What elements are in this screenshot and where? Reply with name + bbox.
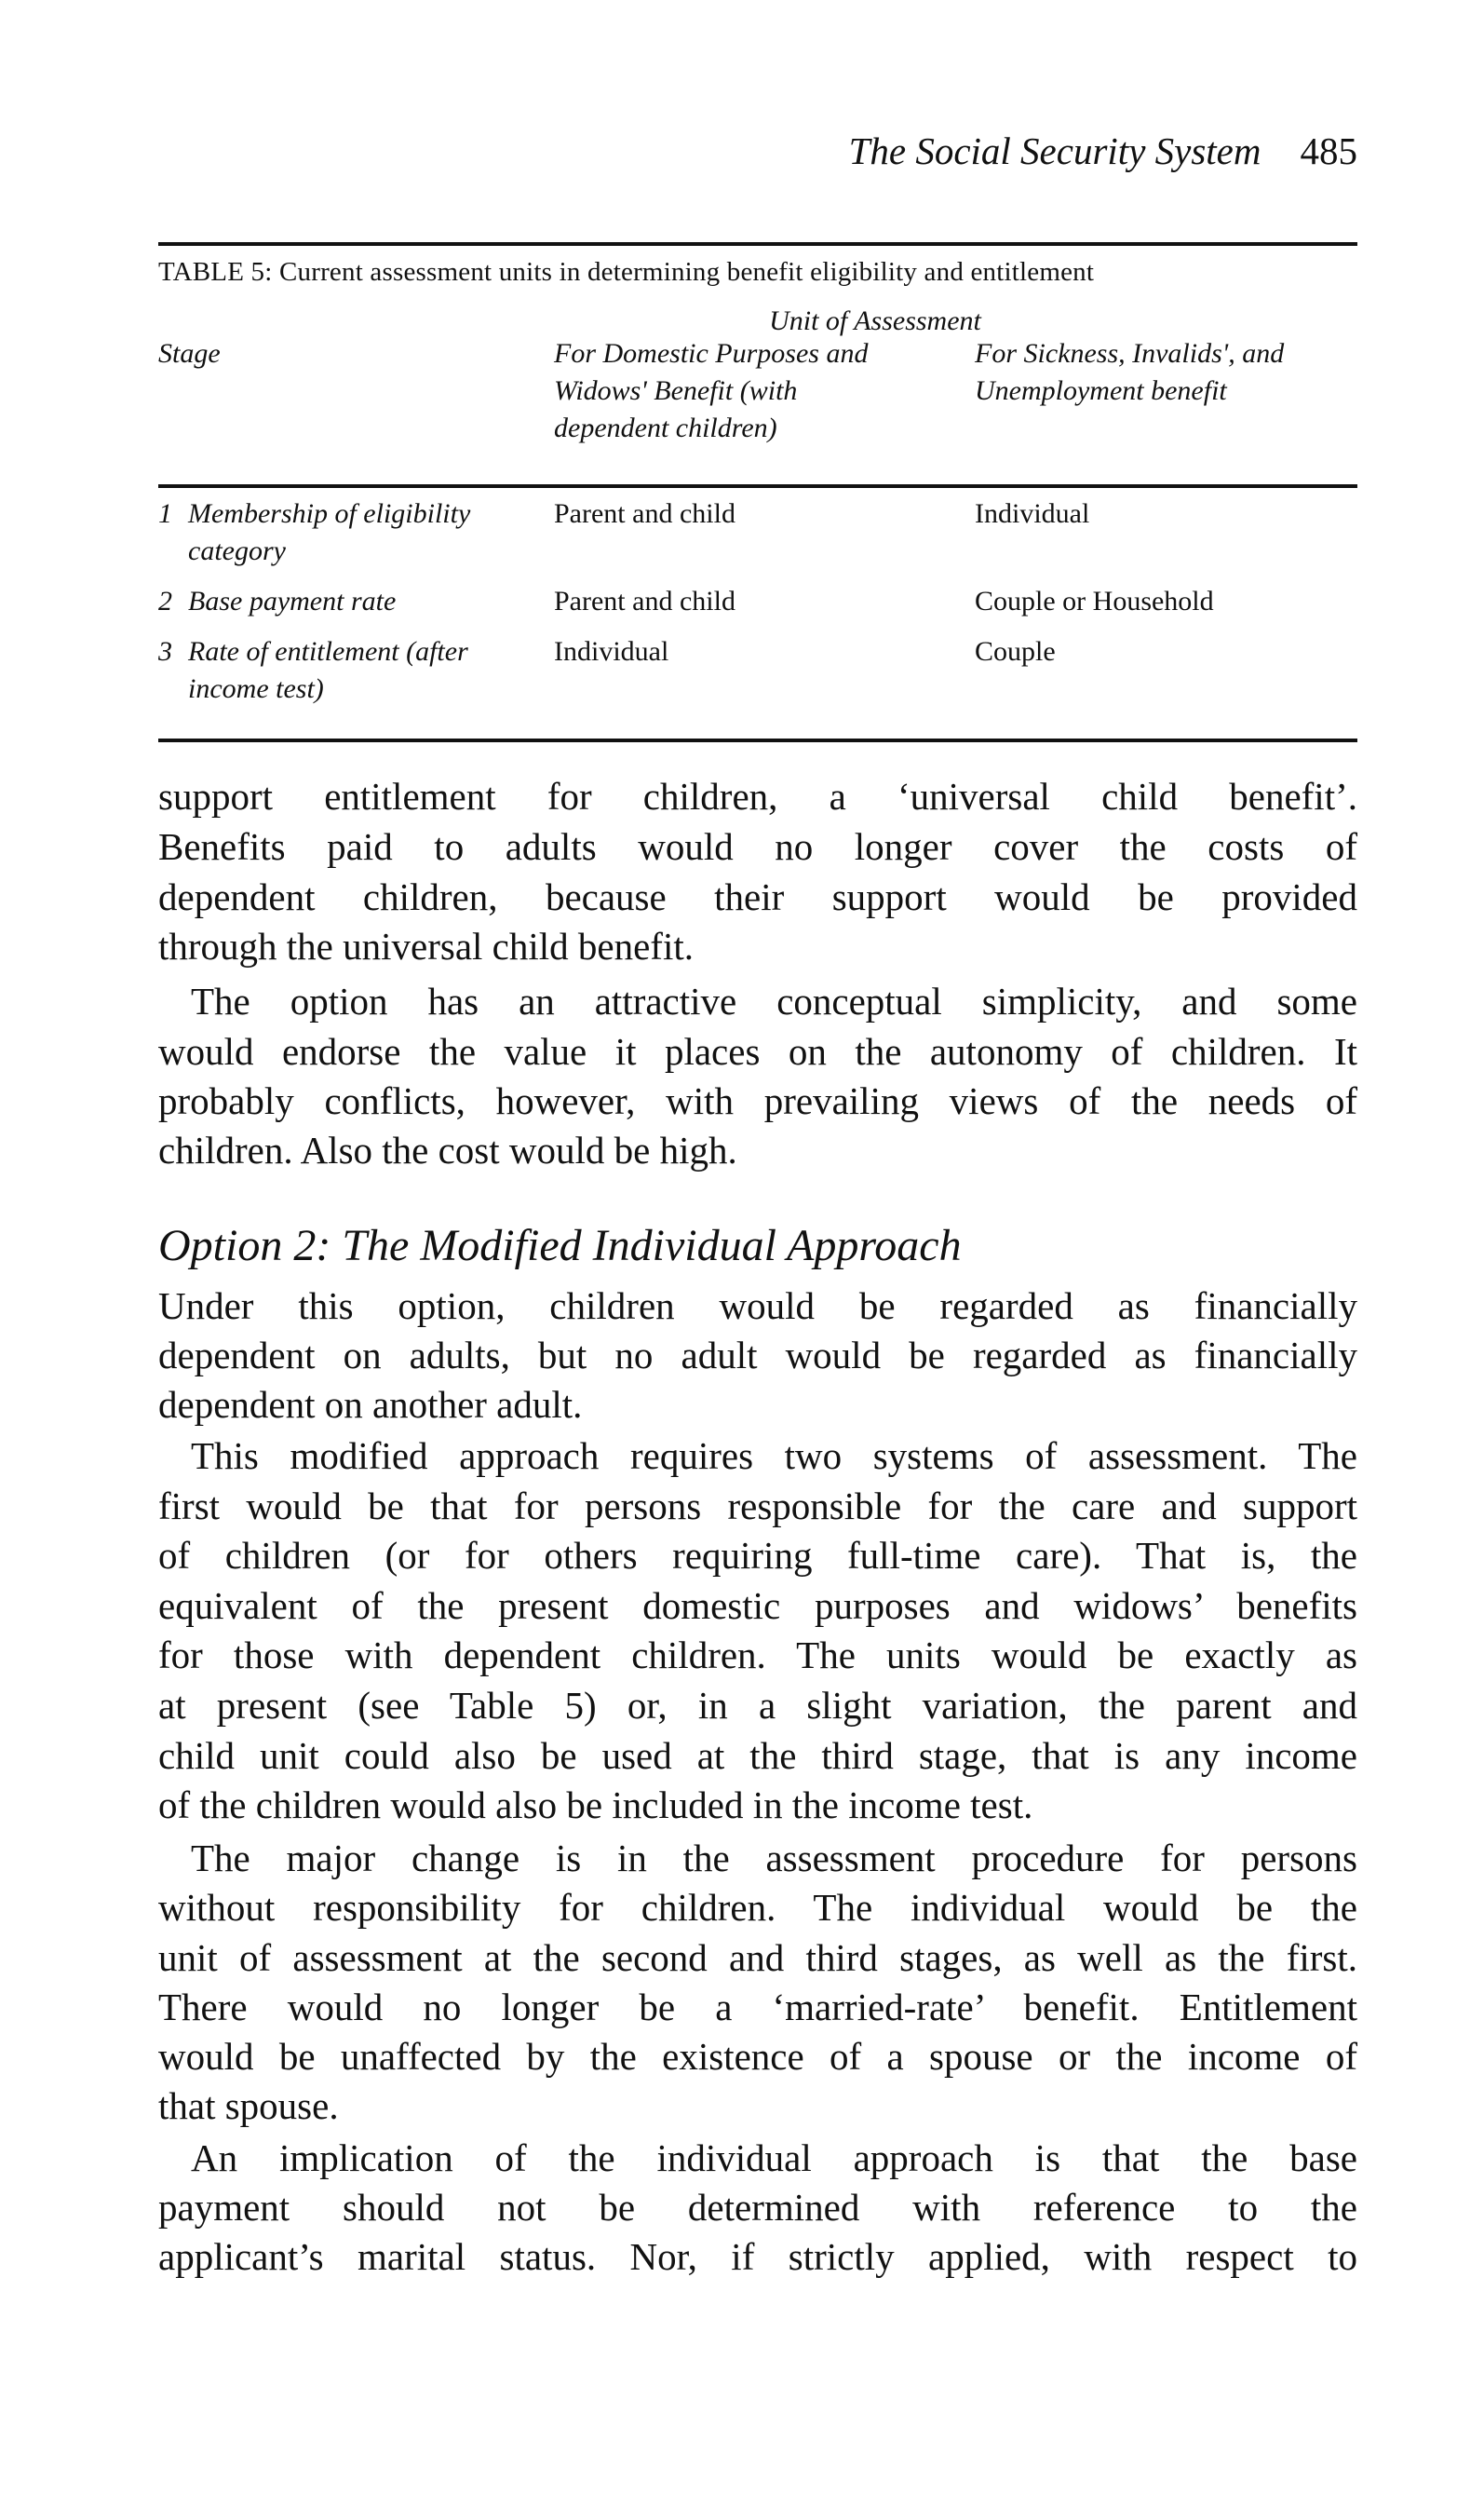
text-line-content: equivalent of the present domestic purposes and widows’ benefits	[158, 1584, 1357, 1627]
text-line	[158, 1026, 1357, 1077]
text-line	[158, 2031, 1357, 2081]
text-line	[158, 1833, 1357, 1883]
section-heading: Option 2: The Modified Individual Approach	[158, 1221, 962, 1270]
text-line-content: that spouse.	[158, 2084, 339, 2127]
text-line	[158, 1430, 1357, 1481]
text-line-content: unit of assessment at the second and third stages, as well as the first.	[158, 1936, 1357, 1979]
table-header-sickness-invalids	[975, 335, 1366, 410]
text-line-content: This modified approach requires two systems of assessment. The	[191, 1434, 1357, 1477]
text-line	[158, 1982, 1357, 2032]
text-line	[158, 1780, 1357, 1830]
table-header-stage: Stage	[158, 338, 221, 369]
header-line: Unemployment benefit	[975, 375, 1227, 406]
table-caption: TABLE 5: Current assessment units in determining benefit eligibility and entitlement	[158, 257, 1095, 287]
stage-cell	[158, 633, 531, 708]
text-line-content: through the universal child benefit.	[158, 925, 694, 968]
stage-number: 1	[158, 498, 172, 529]
text-line	[158, 2133, 1357, 2183]
sickness-unit-cell: Individual	[975, 498, 1090, 529]
text-line-content: at present (see Table 5) or, in a slight variation, the parent and	[158, 1684, 1357, 1727]
stage-label: Base payment rate	[188, 586, 397, 617]
table-header-rule	[158, 484, 1357, 488]
stage-label: Membership of eligibility	[188, 498, 471, 529]
header-line: For Domestic Purposes and	[554, 338, 869, 369]
text-line-content: dependent on adults, but no adult would be regarded as financially	[158, 1334, 1357, 1376]
text-line-content: Under this option, children would be regarded as financially	[158, 1284, 1357, 1327]
text-line-content: would endorse the value it places on the autonomy of children. It	[158, 1030, 1357, 1073]
text-line	[158, 1379, 1357, 1430]
page-number: 485	[1300, 129, 1357, 172]
text-line	[158, 1076, 1357, 1126]
text-line	[158, 1680, 1357, 1730]
table-header-domestic-purposes	[554, 335, 954, 447]
text-line-content: There would no longer be a ‘married-rate’ benefit. Entitlement	[158, 1986, 1357, 2028]
text-line-content: dependent children, because their support would be provided	[158, 875, 1357, 918]
header-line: Widows' Benefit (with	[554, 375, 798, 406]
table-group-header: Unit of Assessment	[769, 305, 981, 336]
text-line-content: would be unaffected by the existence of a spouse or the income of	[158, 2035, 1357, 2078]
text-line	[158, 2081, 1357, 2131]
text-line-content: The option has an attractive conceptual simplicity, and some	[191, 980, 1357, 1023]
running-head	[849, 129, 1357, 173]
text-line-content: support entitlement for children, a ‘universal child benefit’.	[158, 775, 1357, 818]
text-line-content: without responsibility for children. The individual would be the	[158, 1886, 1357, 1929]
stage-label-continued: category	[188, 535, 286, 566]
text-line	[158, 2231, 1357, 2282]
domestic-purposes-unit-cell: Individual	[554, 636, 669, 667]
text-line-content: The major change is in the assessment procedure for persons	[191, 1837, 1357, 1879]
text-line	[158, 1630, 1357, 1680]
domestic-purposes-unit-cell: Parent and child	[554, 498, 735, 529]
text-line	[158, 821, 1357, 872]
text-line	[158, 1530, 1357, 1580]
text-line-content: dependent on another adult.	[158, 1383, 583, 1426]
text-line-content: applicant’s marital status. Nor, if strictly applied, with respect to	[158, 2235, 1357, 2278]
stage-cell	[158, 583, 531, 620]
stage-label: Rate of entitlement (after	[188, 636, 468, 667]
text-line-content: of the children would also be included in the income test.	[158, 1783, 1033, 1826]
text-line	[158, 1730, 1357, 1781]
table-top-rule	[158, 242, 1357, 246]
text-line-content: for those with dependent children. The units would be exactly as	[158, 1634, 1357, 1676]
text-line	[158, 1882, 1357, 1932]
text-line	[158, 1481, 1357, 1531]
text-line-content: first would be that for persons responsible for the care and support	[158, 1484, 1357, 1527]
header-line: For Sickness, Invalids', and	[975, 338, 1285, 369]
stage-cell	[158, 495, 531, 570]
text-line	[158, 872, 1357, 922]
header-line: dependent children)	[554, 413, 777, 443]
text-line-content: child unit could also be used at the third stage, that is any income	[158, 1734, 1357, 1777]
text-line-content: of children (or for others requiring full-time care). That is, the	[158, 1534, 1357, 1577]
text-line-content: payment should not be determined with reference to the	[158, 2186, 1357, 2229]
table-bottom-rule	[158, 739, 1357, 742]
text-line	[158, 976, 1357, 1026]
text-line-content: children. Also the cost would be high.	[158, 1129, 737, 1172]
text-line-content: probably conflicts, however, with prevailing views of the needs of	[158, 1079, 1357, 1122]
stage-number: 2	[158, 586, 172, 617]
sickness-unit-cell: Couple or Household	[975, 586, 1214, 617]
running-head-title: The Social Security System	[848, 129, 1261, 172]
text-line-content: Benefits paid to adults would no longer cover the costs of	[158, 825, 1357, 868]
text-line-content: An implication of the individual approach is that the base	[191, 2136, 1357, 2179]
text-line	[158, 1330, 1357, 1380]
text-line	[158, 921, 1357, 971]
stage-label-continued: income test)	[188, 673, 324, 704]
text-line	[158, 1281, 1357, 1331]
text-line	[158, 1580, 1357, 1631]
text-line	[158, 1932, 1357, 1983]
stage-number: 3	[158, 636, 172, 667]
text-line	[158, 771, 1357, 821]
text-line	[158, 1125, 1357, 1175]
domestic-purposes-unit-cell: Parent and child	[554, 586, 735, 617]
text-line	[158, 2182, 1357, 2232]
sickness-unit-cell: Couple	[975, 636, 1056, 667]
